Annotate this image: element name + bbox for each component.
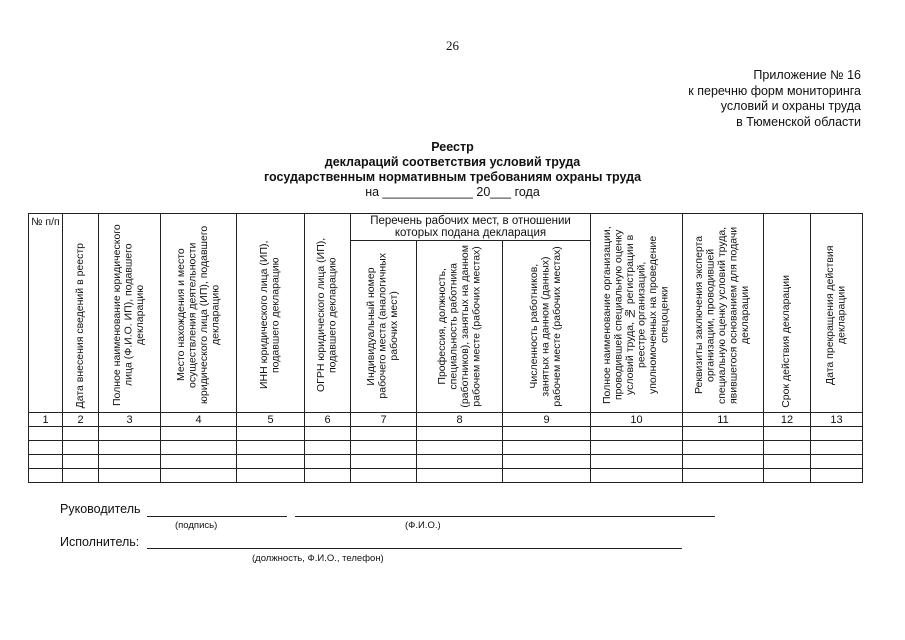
empty-table-row	[29, 455, 863, 469]
header-profession: Профессия, должность, специальность работника (работников), занятых на данном рабочем месте (рабочих местах)	[417, 241, 503, 413]
column-number: 12	[764, 413, 811, 427]
empty-table-row	[29, 427, 863, 441]
signature-caption: (подпись)	[175, 520, 218, 531]
document-title	[0, 140, 905, 200]
column-number: 4	[161, 413, 237, 427]
header-validity: Срок действия декларации	[764, 214, 811, 413]
signature-line	[147, 516, 287, 517]
column-number: 6	[305, 413, 351, 427]
header-ogrn: ОГРН юридического лица (ИП), подавшего декларацию	[305, 214, 351, 413]
column-number: 9	[503, 413, 591, 427]
registry-table	[28, 213, 863, 483]
appendix-line-4: в Тюменской области	[736, 114, 861, 129]
title-date-line: на _____________ 20___ года	[365, 185, 540, 199]
header-legal-name: Полное наименование юридического лица (Ф.И.О. ИП), подавшего декларацию	[99, 214, 161, 413]
header-workplace-number: Индивидуальный номер рабочего места (аналогичных рабочих мест)	[351, 241, 417, 413]
executor-label: Исполнитель:	[60, 535, 140, 549]
column-number: 1	[29, 413, 63, 427]
head-label: Руководитель	[60, 502, 141, 516]
header-inn: ИНН юридического лица (ИП), подавшего декларацию	[237, 214, 305, 413]
header-location: Место нахождения и место осуществления деятельности юридического лица (ИП), подавшего декларацию	[161, 214, 237, 413]
title-line-2: деклараций соответствия условий труда	[324, 155, 581, 169]
empty-table-row	[29, 469, 863, 483]
column-number: 10	[591, 413, 683, 427]
column-numbers-row	[29, 413, 863, 427]
empty-table-row	[29, 441, 863, 455]
page-number: 26	[446, 38, 459, 53]
header-number: № п/п	[29, 214, 63, 413]
executor-caption: (должность, Ф.И.О., телефон)	[252, 553, 384, 564]
appendix-line-3: условий и охраны труда	[720, 99, 861, 113]
header-entry-date: Дата внесения сведений в реестр	[63, 214, 99, 413]
column-number: 5	[237, 413, 305, 427]
header-termination-date: Дата прекращения действия декларации	[811, 214, 863, 413]
title-line-3: государственным нормативным требованиям охраны труда	[263, 170, 642, 184]
column-number: 2	[63, 413, 99, 427]
head-name-line	[295, 516, 715, 517]
column-number: 3	[99, 413, 161, 427]
column-number: 7	[351, 413, 417, 427]
column-number: 11	[683, 413, 764, 427]
header-assessment-org: Полное наименование организации, проводившей специальную оценку условий труда, № регистрации в реестре организаций, уполномоченных на проведение спецоценки	[591, 214, 683, 413]
header-employee-count: Численность работников, занятых на данном (данных) рабочем месте (рабочих местах)	[503, 241, 591, 413]
column-number: 13	[811, 413, 863, 427]
executor-line	[147, 548, 682, 549]
appendix-note	[688, 68, 861, 130]
header-workplaces-group: Перечень рабочих мест, в отношении которых подана декларация	[351, 214, 591, 241]
header-expert-conclusion: Реквизиты заключения эксперта организации, проводившей специальную оценку условий труда, явившегося основанием для подачи декларации	[683, 214, 764, 413]
name-caption: (Ф.И.О.)	[405, 520, 441, 531]
appendix-line-1: Приложение № 16	[753, 68, 861, 82]
column-number: 8	[417, 413, 503, 427]
appendix-line-2: к перечню форм мониторинга	[688, 83, 861, 98]
title-line-1: Реестр	[431, 140, 474, 154]
